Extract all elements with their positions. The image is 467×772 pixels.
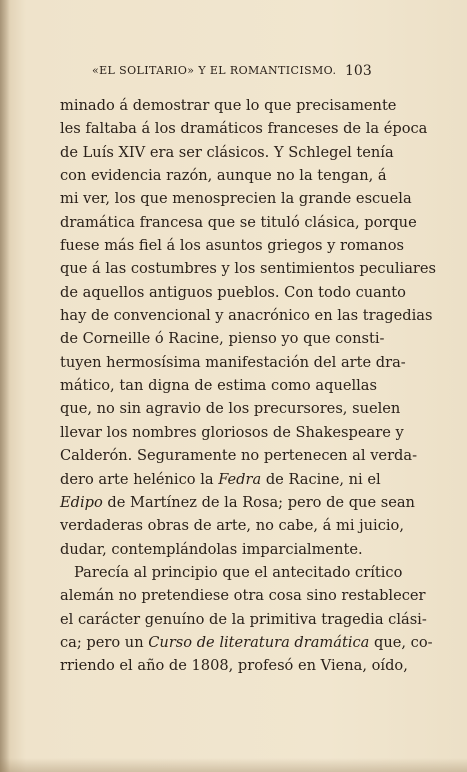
text-line: dudar, contemplándolas imparcialmente. [60,540,363,558]
italic-title: Edipo [60,493,103,511]
text-line: ca; pero un Curso de literatura dramática que, co- [60,633,433,651]
text-line: de Corneille ó Racine, pienso yo que consti- [60,330,385,348]
running-title: «EL SOLITARIO» Y EL ROMANTICISMO. [92,64,337,77]
text-line: fuese más fiel á los asuntos griegos y romanos [60,237,404,255]
text-line: que, no sin agravio de los precursores, suelen [60,400,401,418]
text-line: mático, tan digna de estima como aquellas [60,377,377,395]
body-text [60,94,437,678]
text-line: el carácter genuíno de la primitiva tragedia clási- [60,610,427,628]
text-line: hay de convencional y anacrónico en las tragedias [60,307,433,325]
text-line: con evidencia razón, aunque no la tengan, á [60,167,387,185]
text-line: Parecía al principio que el antecitado crítico [74,563,403,581]
text-line: verdaderas obras de arte, no cabe, á mi juicio, [60,517,404,535]
text-line: llevar los nombres gloriosos de Shakespeare y [60,423,404,441]
text-line: que á las costumbres y los sentimientos peculiares [60,260,437,278]
text-line: dero arte helénico la Fedra de Racine, ni el [60,470,381,488]
text-line: minado á demostrar que lo que precisamente [60,97,397,114]
text-line: mi ver, los que menosprecien la grande escuela [60,190,412,208]
page-number: 103 [345,63,372,79]
text-line: tuyen hermosísima manifestación del arte dra- [60,353,406,371]
text-line: dramática francesa que se tituló clásica, porque [60,213,417,231]
text-line: Calderón. Seguramente no pertenecen al verda- [60,447,418,465]
text-line: alemán no pretendiese otra cosa sino restablecer [60,587,426,605]
text-line: de aquellos antiguos pueblos. Con todo cuanto [60,283,406,301]
italic-title: Fedra [218,470,262,488]
text-line: de Luís XIV era ser clásicos. Y Schlegel tenía [60,143,394,161]
italic-title: Curso de literatura dramática [148,633,370,651]
gutter-shadow [0,0,10,772]
page-edge-shadow [0,758,467,772]
text-line: les faltaba á los dramáticos franceses de la época [60,120,428,138]
text-line: Edipo de Martínez de la Rosa; pero de que sean [60,493,415,511]
text-line: rriendo el año de 1808, profesó en Viena, oído, [60,657,408,675]
